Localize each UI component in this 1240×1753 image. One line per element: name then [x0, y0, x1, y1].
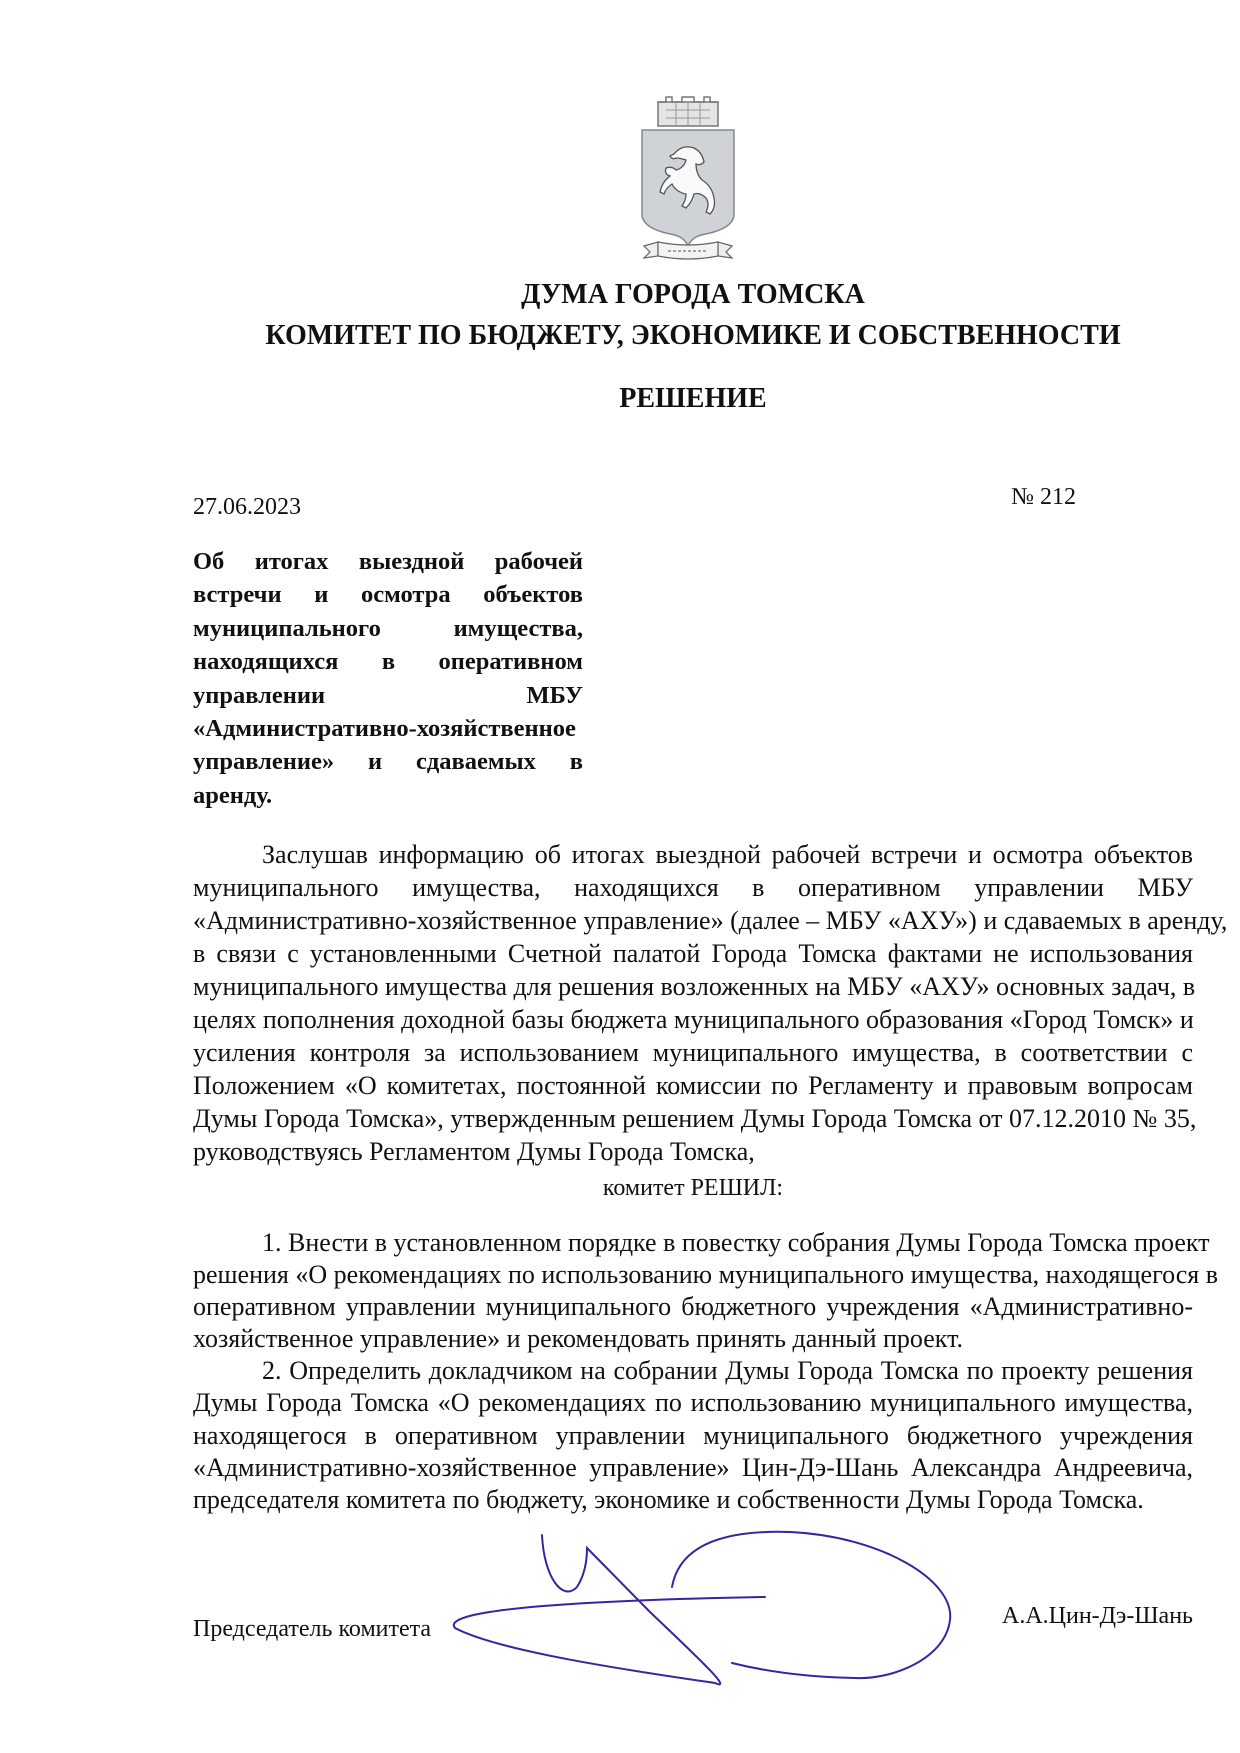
item-line: находящегося в оперативном управлении муниципального бюджетного учреждения: [193, 1420, 1193, 1450]
item-line: 2. Определить докладчиком на собрании Думы Города Томска по проекту решения: [262, 1356, 1193, 1386]
preamble-paragraph: [193, 838, 1228, 1168]
paragraph-line: усиления контроля за использованием муниципального имущества, в соответствии с: [193, 1038, 1193, 1067]
paragraph-line: муниципального имущества для решения возложенных на МБУ «АХУ» основных задач, в: [193, 972, 1196, 1001]
city-coat-of-arms-icon: [636, 96, 740, 262]
subject-line: находящихся в оперативном: [193, 648, 583, 676]
item-line: оперативном управлении муниципального бюджетного учреждения «Административно-: [193, 1292, 1193, 1322]
paragraph-line: руководствуясь Регламентом Думы Города Томска,: [193, 1137, 755, 1166]
paragraph-line: в связи с установленными Счетной палатой Города Томска фактами не использования: [193, 939, 1193, 968]
organization-title: ДУМА ГОРОДА ТОМСКА: [521, 279, 865, 310]
item-line: решения «О рекомендациях по использованию муниципального имущества, находящегося в: [193, 1260, 1219, 1290]
subject-line: управление» и сдаваемых в: [193, 748, 583, 776]
paragraph-line: Думы Города Томска», утвержденным решением Думы Города Томска от 07.12.2010 № 35,: [193, 1104, 1197, 1133]
item-line: Думы Города Томска «О рекомендациях по использованию муниципального имущества,: [193, 1388, 1193, 1418]
item-line: 1. Внести в установленном порядке в повестку собрания Думы Города Томска проект: [262, 1228, 1210, 1257]
paragraph-line: Заслушав информацию об итогах выездной рабочей встречи и осмотра объектов: [262, 840, 1193, 869]
document-type: РЕШЕНИЕ: [619, 383, 767, 414]
motto-ribbon-icon: [644, 242, 732, 259]
item-line: «Административно-хозяйственное управление» Цин-Дэ-Шань Александра Андреевича,: [193, 1452, 1193, 1482]
item-line: председателя комитета по бюджету, экономике и собственности Думы Города Томска.: [193, 1484, 1144, 1514]
document-subject: [193, 545, 583, 812]
resolution-item: [193, 1355, 1193, 1515]
paragraph-line: Положением «О комитетах, постоянной комиссии по Регламенту и правовым вопросам: [193, 1071, 1193, 1100]
subject-line: муниципального имущества,: [193, 614, 583, 642]
subject-line: Об итогах выездной рабочей: [193, 548, 583, 575]
paragraph-line: целях пополнения доходной базы бюджета муниципального образования «Город Томск» и: [193, 1005, 1194, 1034]
crown-icon: [658, 97, 718, 126]
subject-line: встречи и осмотра объектов: [193, 581, 583, 609]
signatory-name: А.А.Цин-Дэ-Шань: [1002, 1603, 1193, 1629]
subject-line: управлении МБУ: [193, 681, 583, 709]
resolution-intro: комитет РЕШИЛ:: [602, 1175, 784, 1201]
subject-line: аренду.: [193, 781, 273, 809]
paragraph-line: «Административно-хозяйственное управление» (далее – МБУ «АХУ») и сдаваемых в аренду,: [193, 906, 1228, 935]
resolution-item: [193, 1227, 1219, 1355]
resolution-items: [193, 1227, 1219, 1516]
item-line: хозяйственное управление» и рекомендовать принять данный проект.: [193, 1324, 963, 1354]
document-number: № 212: [1011, 484, 1076, 510]
document-date: 27.06.2023: [193, 494, 301, 520]
signatory-position: Председатель комитета: [193, 1616, 432, 1642]
paragraph-line: муниципального имущества, находящихся в оперативном управлении МБУ: [193, 873, 1193, 902]
subject-line: «Административно-хозяйственное: [193, 715, 576, 743]
committee-title: КОМИТЕТ ПО БЮДЖЕТУ, ЭКОНОМИКЕ И СОБСТВЕННОСТИ: [265, 320, 1121, 351]
